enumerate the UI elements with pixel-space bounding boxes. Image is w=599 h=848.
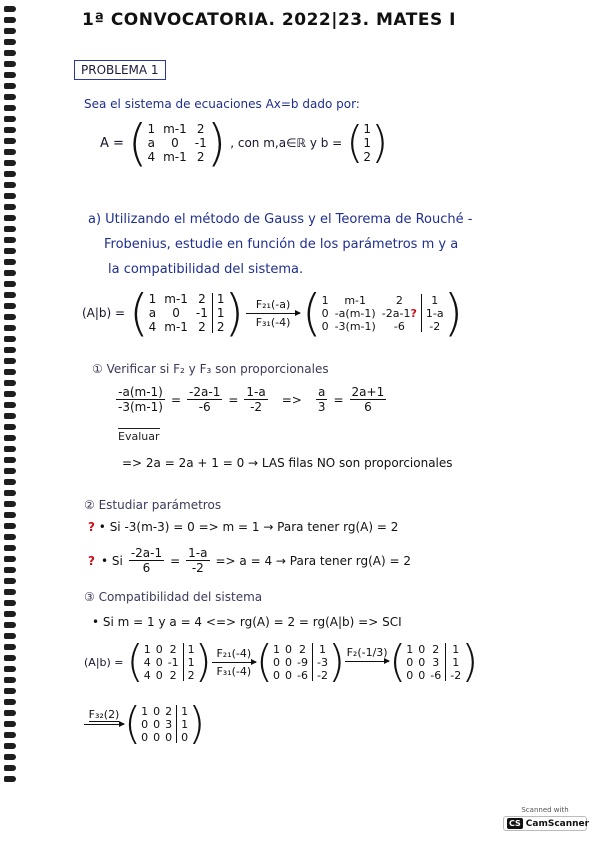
spiral-ring bbox=[4, 611, 16, 617]
matrix-entry: 0 bbox=[153, 730, 161, 744]
step2-heading: ② Estudiar parámetros bbox=[84, 498, 222, 512]
spiral-ring bbox=[4, 710, 16, 716]
step3-heading: ③ Compatibilidad del sistema bbox=[84, 590, 263, 604]
spiral-ring bbox=[4, 424, 16, 430]
spiral-ring bbox=[4, 204, 16, 210]
fraction: $\frac{2a+1}{6}$ bbox=[351, 385, 385, 414]
part-a-line3: la compatibilidad del sistema. bbox=[108, 262, 304, 277]
spiral-ring bbox=[4, 732, 16, 738]
spiral-ring bbox=[4, 743, 16, 749]
row-operation-arrow bbox=[246, 298, 300, 329]
bracket-right: ) bbox=[327, 636, 346, 687]
spiral-ring bbox=[4, 105, 16, 111]
matrix-entry: -2 bbox=[429, 319, 441, 333]
matrix-entry: 0 bbox=[285, 668, 292, 682]
case-2-prefix: • Si bbox=[100, 553, 123, 568]
matrix-entry: 1 bbox=[273, 642, 280, 656]
spiral-ring bbox=[4, 776, 16, 782]
matrix-entry: 0 bbox=[155, 668, 163, 682]
spiral-ring bbox=[4, 413, 16, 419]
matrix-entry: 4 bbox=[143, 668, 151, 682]
matrix-entry: 2 bbox=[165, 704, 173, 718]
bracket-right: ) bbox=[188, 698, 206, 749]
matrix-entry: 1 bbox=[216, 292, 225, 306]
spiral-ring bbox=[4, 248, 16, 254]
spiral-ring bbox=[4, 138, 16, 144]
matrix-entry: m-1 bbox=[164, 320, 188, 334]
bracket-right: ) bbox=[206, 114, 227, 172]
spiral-ring bbox=[4, 677, 16, 683]
spiral-ring bbox=[4, 512, 16, 518]
bracket-left: ( bbox=[129, 284, 149, 342]
spiral-ring bbox=[4, 567, 16, 573]
augment-bar bbox=[312, 643, 313, 680]
row-op-top: F₂₁(-a) bbox=[255, 297, 291, 311]
matrix-entry: 0 bbox=[321, 306, 329, 320]
spiral-ring bbox=[4, 655, 16, 661]
question-mark: ? bbox=[410, 306, 417, 320]
matrix-entry: 0 bbox=[273, 655, 280, 669]
matrix-step-2 bbox=[273, 643, 328, 682]
matrix-entry: 2 bbox=[169, 668, 177, 682]
bracket-right: ) bbox=[461, 636, 479, 687]
spiral-ring bbox=[4, 589, 16, 595]
spiral-ring bbox=[4, 149, 16, 155]
spiral-ring bbox=[4, 556, 16, 562]
matrix-entry: 1 bbox=[216, 306, 225, 320]
matrix-entry: 2 bbox=[198, 292, 206, 306]
rhs-column bbox=[217, 292, 225, 334]
matrix-entry: 0 bbox=[418, 668, 426, 682]
matrix-step-4 bbox=[141, 705, 188, 744]
matrix-entry: 1 bbox=[147, 122, 156, 136]
statement-condition: , con m,a∈ℝ y b = bbox=[230, 136, 343, 150]
bracket-left: ( bbox=[346, 117, 364, 168]
spiral-ring bbox=[4, 6, 16, 12]
fraction: $\frac{1-a}{-2}$ bbox=[188, 546, 208, 575]
matrix-entry: 1 bbox=[141, 704, 149, 718]
coefficient-block bbox=[406, 643, 441, 682]
matrix-entry: 0 bbox=[418, 642, 426, 656]
problem-label: PROBLEMA 1 bbox=[74, 60, 166, 80]
rhs-column bbox=[188, 643, 195, 682]
rhs-column bbox=[450, 643, 461, 682]
matrix-entry: 1 bbox=[363, 136, 372, 150]
spiral-ring bbox=[4, 281, 16, 287]
matrix-entry: 1 bbox=[452, 655, 460, 669]
matrix-entry: -a(m-1) bbox=[334, 306, 376, 320]
spiral-ring bbox=[4, 39, 16, 45]
matrix-entry: 2 bbox=[216, 320, 225, 334]
spiral-ring bbox=[4, 270, 16, 276]
matrix-entry: m-1 bbox=[163, 150, 187, 164]
case-2-suffix: => a = 4 → Para tener rg(A) = 2 bbox=[215, 553, 411, 568]
step1-conclusion: => 2a = 2a + 1 = 0 → LAS filas NO son proporcionales bbox=[122, 456, 453, 470]
spiral-ring bbox=[4, 358, 16, 364]
fraction: $\frac{-2a-1}{6}$ bbox=[130, 546, 163, 575]
matrix-entry: 0 bbox=[172, 306, 180, 320]
spiral-ring bbox=[4, 468, 16, 474]
spiral-ring bbox=[4, 446, 16, 452]
equals-sign: = bbox=[170, 553, 181, 568]
spiral-ring bbox=[4, 765, 16, 771]
spiral-ring bbox=[4, 303, 16, 309]
matrix-entry: 0 bbox=[155, 655, 163, 669]
bracket-right: ) bbox=[371, 117, 389, 168]
coefficient-block bbox=[322, 294, 417, 333]
case-1-text: • Si -3(m-3) = 0 => m = 1 → Para tener rg(A) = 2 bbox=[98, 520, 399, 534]
bracket-left: ( bbox=[124, 698, 142, 749]
spiral-ring bbox=[4, 28, 16, 34]
question-mark: ? bbox=[88, 553, 95, 568]
matrix-entry: a bbox=[147, 136, 155, 150]
spiral-ring bbox=[4, 457, 16, 463]
matrix-entry: 1 bbox=[321, 293, 329, 307]
matrix-entry: 0 bbox=[418, 655, 426, 669]
bracket-left: ( bbox=[302, 284, 322, 342]
matrix-entry: 0 bbox=[273, 668, 280, 682]
matrix-entry: 2 bbox=[198, 320, 206, 334]
spiral-ring bbox=[4, 336, 16, 342]
matrix-entry: 0 bbox=[153, 704, 161, 718]
spiral-ring bbox=[4, 644, 16, 650]
spiral-ring bbox=[4, 490, 16, 496]
matrix-entry: -2 bbox=[450, 668, 462, 682]
evaluate-note: Evaluar bbox=[118, 430, 160, 443]
matrix-entry: 1 bbox=[187, 655, 195, 669]
matrix-entry: 0 bbox=[141, 717, 149, 731]
matrix-entry: 2 bbox=[169, 642, 177, 656]
spiral-ring bbox=[4, 237, 16, 243]
matrix-entry: 0 bbox=[171, 136, 179, 150]
question-mark: ? bbox=[88, 520, 95, 534]
matrix-entry: m-1 bbox=[344, 293, 367, 307]
spiral-ring bbox=[4, 688, 16, 694]
matrix-entry: -2a-1? bbox=[381, 306, 417, 320]
matrix-entry: 4 bbox=[148, 320, 157, 334]
matrix-entry: 1 bbox=[143, 642, 151, 656]
matrix-entry: -9 bbox=[297, 655, 308, 669]
matrix-entry: m-1 bbox=[164, 292, 188, 306]
spiral-ring bbox=[4, 182, 16, 188]
spiral-ring bbox=[4, 435, 16, 441]
matrix-entry: 1 bbox=[318, 642, 326, 656]
matrix-entry: -1 bbox=[194, 136, 207, 150]
matrix-entry: -3(m-1) bbox=[334, 319, 376, 333]
matrix-entry: 0 bbox=[285, 655, 292, 669]
spiral-ring bbox=[4, 545, 16, 551]
watermark-caption: Scanned with bbox=[521, 806, 569, 814]
spiral-ring bbox=[4, 72, 16, 78]
rhs-column bbox=[426, 294, 444, 333]
matrix-entry: -6 bbox=[297, 668, 308, 682]
fraction: $\frac{-a(m-1)}{-3(m-1)}$ bbox=[118, 385, 163, 414]
matrix-A-label: A = bbox=[100, 135, 124, 151]
part-a-line1: a) Utilizando el método de Gauss y el Teorema de Rouché - bbox=[88, 212, 473, 227]
case-1 bbox=[88, 520, 398, 534]
bracket-left: ( bbox=[127, 114, 148, 172]
matrix-entry: -1 bbox=[167, 655, 179, 669]
spiral-ring bbox=[4, 160, 16, 166]
coefficient-block bbox=[144, 643, 179, 682]
part-a-line2: Frobenius, estudie en función de los parámetros m y a bbox=[104, 237, 459, 252]
row-op-bottom: F₃₁(-4) bbox=[216, 664, 252, 678]
matrix-entry: 1-a bbox=[425, 306, 444, 320]
spiral-ring bbox=[4, 83, 16, 89]
bracket-right: ) bbox=[443, 284, 464, 342]
matrix-entry: -6 bbox=[430, 668, 442, 682]
matrix-A-entries bbox=[147, 122, 206, 164]
rhs-column bbox=[181, 705, 188, 744]
augmented-label: (A|b) = bbox=[82, 306, 126, 320]
spiral-ring bbox=[4, 226, 16, 232]
spiral-ring bbox=[4, 622, 16, 628]
matrix-entry: 4 bbox=[143, 655, 151, 669]
matrix-entry: 1 bbox=[452, 642, 460, 656]
case-2 bbox=[88, 546, 411, 575]
spiral-ring bbox=[4, 534, 16, 540]
step3-condition: • Si m = 1 y a = 4 <=> rg(A) = 2 = rg(A|b) => SCI bbox=[92, 615, 402, 629]
matrix-entry: 1 bbox=[431, 293, 439, 307]
spiral-ring bbox=[4, 600, 16, 606]
spiral-ring bbox=[4, 193, 16, 199]
spiral-ring bbox=[4, 369, 16, 375]
matrix-entry: 0 bbox=[406, 655, 414, 669]
statement-intro: Sea el sistema de ecuaciones Ax=b dado por: bbox=[84, 97, 360, 111]
augmented-matrix-reduced bbox=[322, 294, 444, 333]
matrix-entry: 3 bbox=[432, 655, 440, 669]
matrix-entry: -1 bbox=[195, 306, 208, 320]
spiral-ring bbox=[4, 259, 16, 265]
fraction: $\frac{a}{3}$ bbox=[317, 385, 326, 414]
matrix-entry: 0 bbox=[155, 642, 163, 656]
row-operation-arrow bbox=[84, 708, 124, 727]
bracket-right: ) bbox=[194, 636, 212, 687]
spiral-ring bbox=[4, 754, 16, 760]
camscanner-icon: CS bbox=[509, 819, 521, 828]
spiral-ring bbox=[4, 292, 16, 298]
matrix-entry: 2 bbox=[432, 642, 440, 656]
matrix-entry: 1 bbox=[363, 122, 372, 136]
matrix-entry: 0 bbox=[153, 717, 161, 731]
row-op-top: F₃₂(2) bbox=[88, 707, 120, 721]
spiral-ring bbox=[4, 347, 16, 353]
matrix-entry: -3 bbox=[316, 655, 328, 669]
matrix-entry: 1 bbox=[181, 704, 189, 718]
spiral-ring bbox=[4, 523, 16, 529]
rhs-column bbox=[317, 643, 328, 682]
matrix-entry: 1 bbox=[187, 642, 195, 656]
augment-bar bbox=[176, 705, 177, 742]
spiral-ring bbox=[4, 127, 16, 133]
spiral-ring bbox=[4, 479, 16, 485]
row-operation-arrow bbox=[345, 646, 389, 664]
spiral-ring bbox=[4, 61, 16, 67]
augment-bar bbox=[212, 293, 213, 334]
step1-heading: ① Verificar si F₂ y F₃ son proporcionales bbox=[92, 362, 329, 376]
spiral-ring bbox=[4, 391, 16, 397]
spiral-ring bbox=[4, 50, 16, 56]
matrix-entry: 2 bbox=[363, 150, 372, 164]
spiral-ring bbox=[4, 699, 16, 705]
matrix-entry: 1 bbox=[148, 292, 157, 306]
matrix-entry: 4 bbox=[147, 150, 156, 164]
spiral-ring bbox=[4, 578, 16, 584]
spiral-ring bbox=[4, 380, 16, 386]
spiral-ring bbox=[4, 501, 16, 507]
vector-b-entries bbox=[363, 122, 371, 164]
coefficient-block bbox=[273, 643, 308, 682]
spiral-ring bbox=[4, 116, 16, 122]
spiral-ring bbox=[4, 633, 16, 639]
fraction: $\frac{-2a-1}{-6}$ bbox=[189, 385, 221, 414]
spiral-ring bbox=[4, 17, 16, 23]
matrix-entry: 0 bbox=[181, 730, 189, 744]
row-op-bottom: F₃₁(-4) bbox=[255, 315, 291, 329]
camscanner-watermark bbox=[503, 806, 590, 840]
implies-arrow: => bbox=[281, 392, 302, 407]
augment-bar bbox=[421, 294, 422, 331]
row-operation-arrow bbox=[212, 647, 256, 678]
matrix-entry: 3 bbox=[165, 717, 173, 731]
page-title: 1ª CONVOCATORIA. 2022|23. MATES I bbox=[82, 10, 456, 30]
spiral-ring bbox=[4, 666, 16, 672]
matrix-step-1 bbox=[144, 643, 195, 682]
spiral-ring bbox=[4, 171, 16, 177]
coefficient-block bbox=[141, 705, 172, 744]
matrix-entry: 0 bbox=[165, 730, 173, 744]
matrix-entry: 0 bbox=[285, 642, 292, 656]
row-op-top: F₂₁(-4) bbox=[216, 646, 252, 660]
augmented-matrix-initial bbox=[149, 292, 225, 334]
watermark-brand: CamScanner bbox=[525, 818, 590, 829]
bracket-left: ( bbox=[126, 636, 144, 687]
equals-sign: = bbox=[170, 392, 182, 407]
matrix-entry: 2 bbox=[196, 122, 205, 136]
equals-sign: = bbox=[333, 392, 344, 407]
spiral-ring bbox=[4, 402, 16, 408]
augment-bar bbox=[183, 643, 184, 680]
matrix-entry: 1 bbox=[406, 642, 414, 656]
matrix-entry: 2 bbox=[187, 668, 195, 682]
row-op-top: F₂(-1/3) bbox=[346, 646, 388, 659]
spiral-ring bbox=[4, 721, 16, 727]
spiral-ring bbox=[4, 215, 16, 221]
bracket-right: ) bbox=[224, 284, 245, 342]
spiral-ring bbox=[4, 94, 16, 100]
gauss-step-2 bbox=[84, 636, 479, 687]
spiral-ring bbox=[4, 314, 16, 320]
matrix-A bbox=[100, 114, 389, 172]
proportion-equation bbox=[116, 385, 386, 414]
equals-sign: = bbox=[228, 392, 239, 407]
matrix-entry: 0 bbox=[321, 319, 329, 333]
matrix-entry: a bbox=[148, 306, 157, 320]
matrix-step-3 bbox=[406, 643, 461, 682]
camscanner-logo bbox=[503, 816, 590, 831]
augment-bar bbox=[445, 643, 446, 680]
spiral-binding bbox=[4, 0, 20, 790]
augmented-label: (A|b) = bbox=[84, 655, 124, 669]
bracket-left: ( bbox=[255, 636, 273, 687]
coefficient-block bbox=[149, 292, 208, 334]
matrix-entry: 2 bbox=[395, 293, 403, 307]
matrix-entry: 0 bbox=[141, 730, 149, 744]
matrix-entry: 0 bbox=[406, 668, 414, 682]
gauss-step-1 bbox=[82, 284, 464, 342]
gauss-step-3 bbox=[84, 698, 206, 749]
bracket-left: ( bbox=[389, 636, 407, 687]
matrix-entry: 2 bbox=[196, 150, 205, 164]
matrix-entry: -2 bbox=[316, 668, 328, 682]
matrix-entry: 1 bbox=[181, 717, 189, 731]
matrix-entry: m-1 bbox=[163, 122, 187, 136]
matrix-entry: 2 bbox=[298, 642, 306, 656]
matrix-entry: -6 bbox=[393, 319, 405, 333]
spiral-ring bbox=[4, 325, 16, 331]
fraction: $\frac{1-a}{-2}$ bbox=[246, 385, 266, 414]
